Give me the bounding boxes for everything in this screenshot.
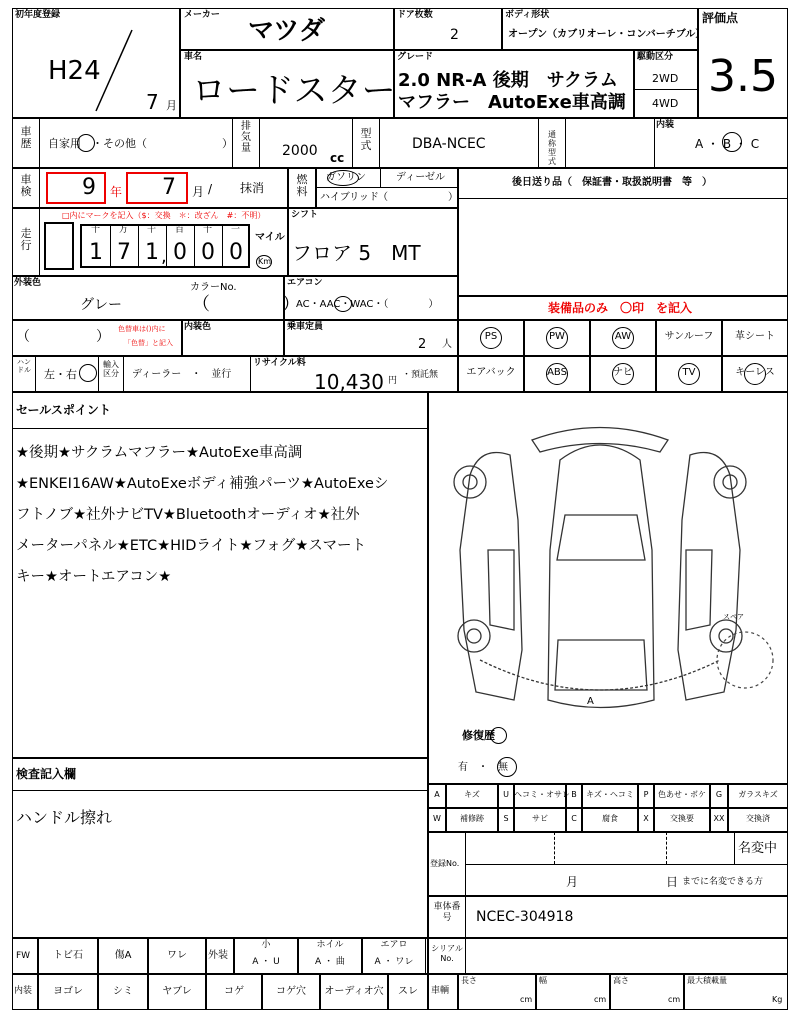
equipment-item: ABS (547, 367, 567, 378)
inspection-month-box (126, 172, 188, 204)
model-label: 型式 (360, 127, 372, 152)
dimension-unit: cm (594, 995, 607, 1004)
interior-grade-value: A ・ B ・ C (695, 137, 760, 151)
history-circle-mark (77, 134, 95, 152)
registration-no-label: 登録No. (430, 859, 460, 868)
import-label: 輸入区分 (103, 360, 119, 378)
sales-points-label: セールスポイント (16, 403, 111, 417)
interior-item: ヤブレ (162, 986, 192, 997)
drive-4wd: 4WD (652, 97, 679, 110)
import-value: ディーラー ・ 並行 (132, 369, 232, 380)
grade-label: グレード (397, 52, 434, 62)
mileage-digit: 1 (145, 240, 159, 265)
legend-desc: 腐食 (602, 814, 618, 823)
registration-divider-1 (554, 832, 555, 864)
repair-value: 有 ・ 無 (458, 762, 508, 773)
equipment-circle-mark (612, 363, 634, 385)
color-change-note2: 「色替」と記入 (124, 339, 173, 347)
aircon-circle (334, 296, 352, 312)
inspection-slash: / (208, 182, 213, 196)
mileage-km-circle (256, 255, 272, 269)
fuel-other: （ ） (378, 192, 458, 203)
first-reg-label: 初年度登録 (15, 10, 61, 20)
mileage-unit-head: 十 (91, 225, 101, 235)
mileage-mark-box (44, 222, 74, 270)
documents-divider (458, 198, 788, 199)
drive-divider (634, 89, 698, 90)
grade-line2: マフラー AutoExe車高調 (398, 92, 626, 113)
displacement-label: 排気量 (241, 121, 251, 154)
interior-item: ヨゴレ (53, 986, 83, 997)
legend-code: G (715, 790, 723, 799)
capacity-value: 2 (418, 337, 427, 352)
handle-label: ハンドル (17, 358, 31, 374)
mileage-cell-divider (110, 224, 111, 268)
fw-item: トビ石 (53, 950, 83, 961)
equipment-label: 装備品のみ 〇印 を記入 (548, 301, 693, 315)
maker-label: メーカー (184, 10, 220, 20)
mileage-unit-head: 一 (231, 225, 241, 235)
capacity-label: 乗車定員 (287, 322, 324, 332)
mileage-note: □内にマークを記入（$：交換 ＊：改ざん #：不明） (62, 211, 266, 220)
handle-value: 左・右 (44, 368, 77, 381)
mileage-cell-divider (194, 224, 195, 268)
grade-line1: 2.0 NR-A 後期 サクラム (398, 70, 618, 91)
inspection-notes-label: 検査記入欄 (16, 767, 77, 781)
legend-desc: サビ (532, 814, 548, 823)
interior-grade-circle (722, 132, 742, 152)
sales-point-line: ★後期★サクラムマフラー★AutoExe車高調 (16, 445, 303, 461)
interior-item: コゲ (224, 986, 244, 997)
car-name-value: ロードスター (192, 71, 396, 111)
color-no-paren: （ ） (192, 294, 300, 315)
mileage-cell-divider (138, 224, 139, 268)
aircon-value: AC・AAC・WAC・（ ） (296, 299, 439, 310)
maker-value: マツダ (248, 16, 325, 46)
mileage-unit-head: 百 (175, 225, 185, 235)
mileage-digit: 1 (89, 240, 103, 265)
equipment-item: サンルーフ (664, 331, 714, 342)
legend-code: W (433, 814, 441, 823)
interior-item: コゲ穴 (276, 986, 306, 997)
inspection-deleted: 抹消 (240, 181, 265, 195)
fw-group-options: A ・ ワレ (374, 957, 414, 967)
mileage-unit-head: 千 (147, 225, 157, 235)
spare-label: スペア (723, 613, 744, 621)
equipment-item: PS (484, 331, 498, 342)
mileage-digit: 0 (173, 240, 187, 265)
mileage-mile: マイル (255, 232, 285, 243)
legend-desc: キズ・ヘコミ (586, 790, 634, 799)
shift-value: フロア 5 MT (292, 241, 421, 265)
legend-code: X (643, 814, 649, 823)
fuel-divider-h (316, 187, 458, 188)
legend-code: B (571, 790, 577, 799)
registration-divider-h (466, 864, 788, 865)
legend-code: C (571, 814, 577, 823)
recycle-deposit: ・預託無 (402, 370, 439, 380)
inspection-month-unit: 月 (192, 185, 205, 199)
equipment-item: 革シート (735, 331, 775, 342)
model-value: DBA-NCEC (412, 136, 486, 152)
mileage-comma: , (161, 246, 167, 267)
first-reg-month: 7 (146, 90, 159, 114)
legend-desc: 補修跡 (460, 814, 484, 823)
serial-box (428, 938, 788, 974)
color-change-note1: 色替車は()内に (118, 325, 166, 333)
serial-label: シリアルNo. (431, 944, 463, 963)
inspection-label: 車検 (20, 173, 32, 198)
mileage-digit: 0 (229, 240, 243, 265)
sales-point-line: メーターパネル★ETC★HIDライト★フォグ★スマート (16, 538, 366, 554)
dimension-label: 最大積載量 (687, 976, 727, 985)
repair-label-circle (490, 727, 507, 744)
mileage-label: 走行 (20, 227, 32, 252)
doors-label: ドア枚数 (397, 10, 433, 20)
legend-desc: キズ (464, 790, 480, 799)
inspection-notes-text: ハンドル擦れ (16, 808, 113, 827)
first-reg-month-unit: 月 (166, 99, 177, 112)
capacity-unit: 人 (442, 339, 452, 350)
color-no-label: カラーNo. (190, 282, 237, 293)
fuel-label: 燃料 (296, 173, 308, 198)
equipment-item: AW (614, 331, 632, 342)
interior-item: シミ (113, 986, 133, 997)
sales-point-line: ★ENKEI16AW★AutoExeボディ補強パーツ★AutoExeシ (16, 476, 389, 492)
legend-code: P (643, 790, 649, 799)
inspection-year: 9 (82, 175, 96, 200)
equipment-item: ナビ (613, 367, 633, 378)
sales-points-divider (12, 428, 428, 429)
history-close: ） (222, 137, 233, 150)
equipment-circle-mark (744, 363, 766, 385)
common-model-label: 通称型式 (548, 130, 556, 166)
fw-group-title: ホイル (316, 940, 344, 950)
inspection-notes-box (12, 758, 428, 938)
recycle-unit: 円 (388, 376, 398, 386)
legend-code: S (503, 814, 509, 823)
equipment-circle-mark (546, 363, 568, 385)
documents-label: 後日送り品（ 保証書・取扱説明書 等 ） (512, 177, 712, 188)
dimension-cell (536, 974, 610, 1010)
sales-point-line: フトノブ★社外ナビTV★Bluetoothオーディオ★社外 (16, 507, 360, 523)
displacement-unit: cc (330, 151, 345, 165)
doors-value: 2 (450, 27, 459, 43)
fw-item: 傷A (114, 950, 132, 961)
interior-label: 内装 (14, 986, 33, 996)
dimensions-label: 車輌 (431, 986, 450, 996)
legend-code: U (503, 790, 509, 799)
interior-color-label: 内装色 (184, 322, 212, 332)
registration-divider-3 (734, 832, 735, 864)
registration-day: 日 (666, 875, 679, 889)
mileage-digit: 0 (201, 240, 215, 265)
fw-item: ワレ (167, 950, 187, 961)
fuel-hybrid: ハイブリッド (320, 192, 379, 203)
legend-code: A (434, 790, 440, 799)
fw-group-options: A ・ U (252, 957, 280, 967)
equipment-item: TV (682, 367, 696, 378)
dimension-label: 幅 (539, 976, 547, 985)
chassis-value: NCEC-304918 (476, 909, 574, 925)
equipment-circle-mark (612, 327, 634, 349)
equipment-circle-mark (678, 363, 700, 385)
aircon-label: エアコン (287, 278, 323, 288)
repair-label: 修復歴 (462, 729, 495, 742)
interior-item: スレ (398, 986, 418, 997)
registration-month: 月 (566, 875, 579, 889)
equipment-item: エアバック (466, 367, 516, 378)
legend-desc: ヘコミ・オサレ (514, 790, 570, 799)
equipment-circle-mark (480, 327, 502, 349)
mileage-unit-head: 十 (203, 225, 213, 235)
registration-divider-2 (666, 832, 667, 864)
registration-name-change: 名変中 (738, 841, 778, 856)
fuel-divider-v (380, 168, 381, 187)
repair-value-circle (497, 757, 517, 777)
slash-divider (94, 28, 134, 113)
fw-ext-label: 外装 (208, 950, 228, 961)
fw-label: FW (16, 951, 31, 961)
mileage-unit-head: 万 (119, 225, 129, 235)
exterior-color-label: 外装色 (14, 278, 42, 288)
chassis-label: 車体番号 (433, 902, 461, 923)
registration-deadline: までに名変できる方 (682, 877, 764, 887)
shift-label: シフト (291, 210, 319, 220)
inspection-year-box (46, 172, 106, 204)
inspection-notes-divider (12, 790, 428, 791)
dimension-unit: cm (520, 995, 533, 1004)
handle-circle (79, 364, 97, 382)
color-change-open: （ (16, 329, 30, 345)
legend-desc: ガラスキズ (738, 790, 778, 799)
interior-item: オーディオ穴 (324, 986, 384, 997)
body-label: ボディ形状 (505, 10, 550, 20)
recycle-value: 10,430 (314, 370, 384, 394)
dimension-unit: cm (668, 995, 681, 1004)
equipment-item: PW (549, 331, 565, 342)
recycle-label: リサイクル料 (253, 358, 306, 368)
damage-mark-a: A (587, 696, 594, 707)
mileage-cell-divider (222, 224, 223, 268)
color-change-close: ） (96, 329, 110, 345)
car-name-label: 車名 (184, 52, 203, 62)
score-label: 評価点 (702, 11, 739, 25)
fuel-gasoline-circle (327, 170, 359, 186)
mileage-digit: 7 (117, 240, 131, 265)
dimension-unit: Kg (772, 995, 783, 1004)
legend-code: XX (713, 814, 725, 823)
mileage-km: Km (258, 257, 272, 266)
legend-desc: 交換済 (746, 814, 770, 823)
inspection-year-unit: 年 (110, 185, 123, 199)
drive-2wd: 2WD (652, 72, 679, 85)
score-value: 3.5 (708, 51, 778, 102)
first-reg-year: H24 (48, 56, 101, 86)
sales-point-line: キー★オートエアコン★ (16, 569, 172, 585)
fuel-gasoline: ガソリン (326, 172, 366, 183)
equipment-item: キーレス (735, 367, 775, 378)
legend-desc: 色あせ・ボケ (658, 790, 706, 799)
exterior-color-value: グレー (80, 297, 122, 313)
equipment-circle-mark (546, 327, 568, 349)
history-label: 車歴 (20, 125, 32, 150)
history-value: 自家用 ・その他（ (48, 137, 147, 150)
fw-group-title: 小 (261, 940, 271, 950)
fw-group-title: エアロ (380, 940, 408, 950)
car-diagram (440, 400, 780, 730)
inspection-month: 7 (162, 175, 176, 200)
displacement-value: 2000 (282, 143, 318, 159)
dimension-label: 高さ (613, 976, 629, 985)
dimension-label: 長さ (461, 976, 477, 985)
interior-grade-label: 内装 (656, 120, 675, 130)
fuel-diesel: ディーゼル (396, 172, 445, 183)
drive-label: 駆動区分 (637, 52, 674, 62)
fw-group-options: A ・ 曲 (315, 957, 345, 967)
legend-desc: 交換要 (670, 814, 694, 823)
body-value: オープン（カブリオーレ・コンバーチブル） (508, 29, 706, 40)
